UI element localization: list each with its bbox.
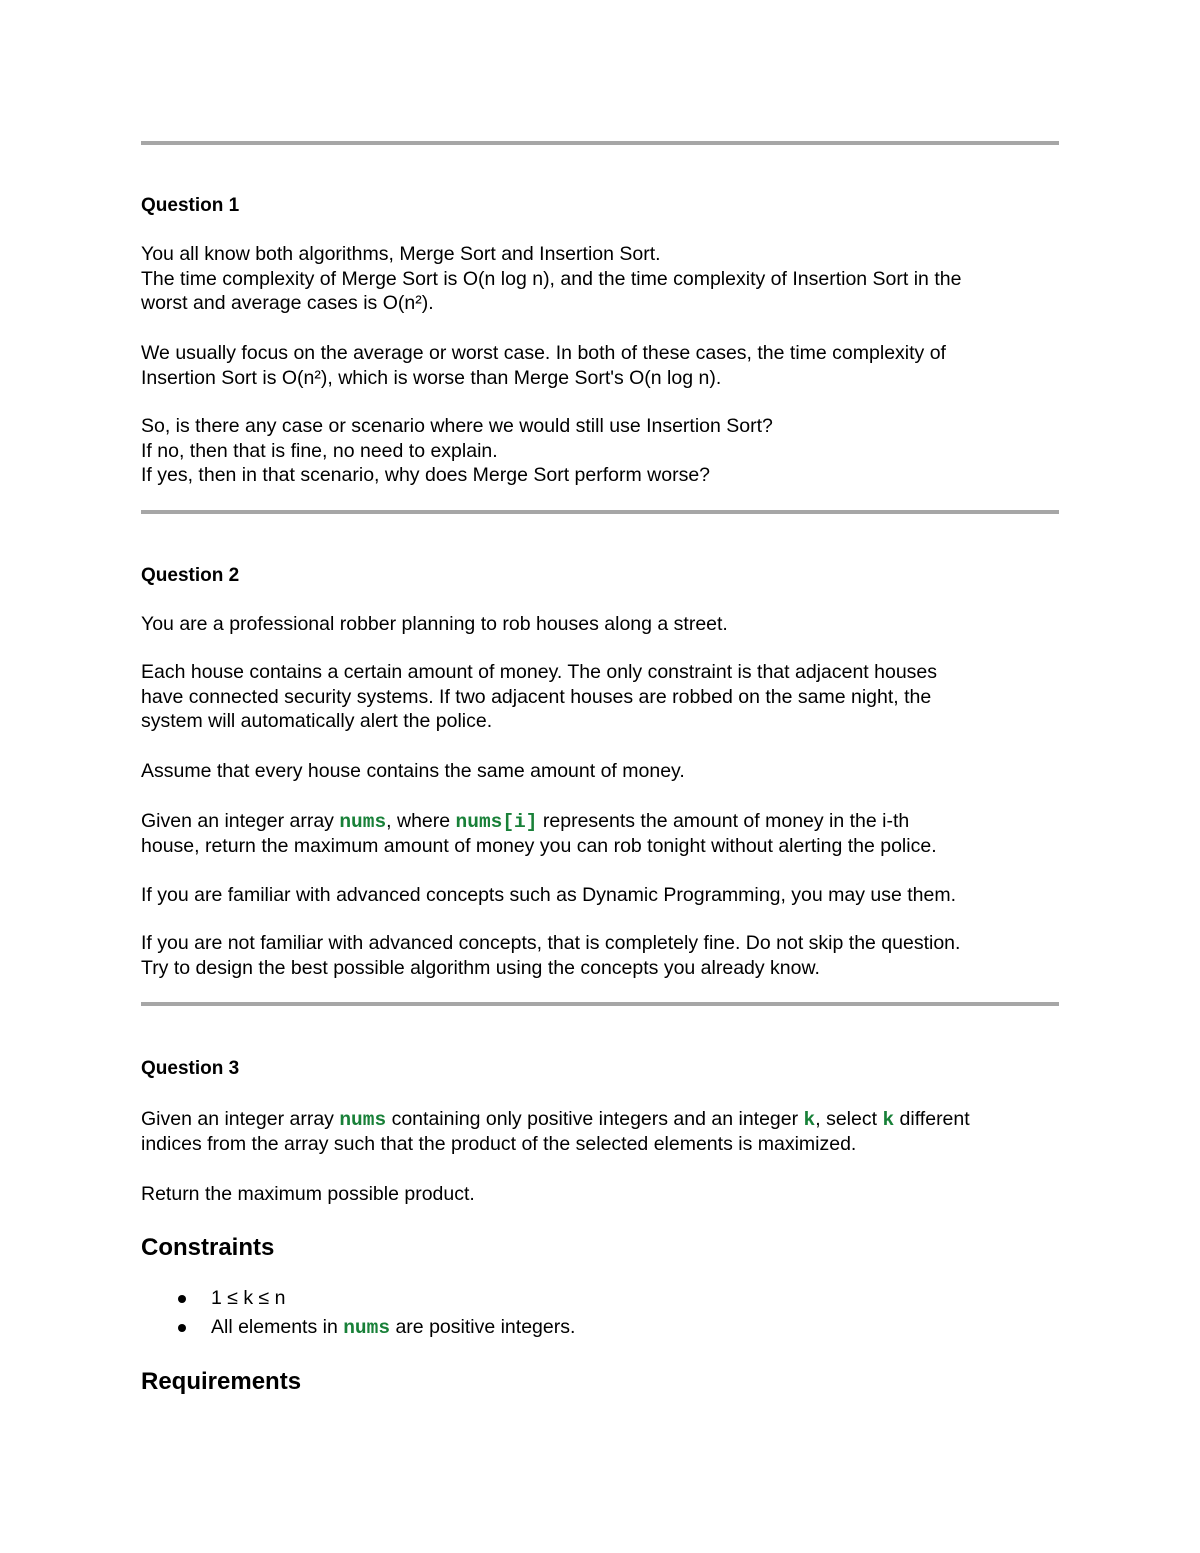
code-k: k <box>882 1109 895 1131</box>
question-2-paragraph-6 <box>141 931 1059 980</box>
question-3-title: Question 3 <box>141 1058 240 1079</box>
text-line: worst and average cases is O(n²). <box>141 292 434 314</box>
text-line: So, is there any case or scenario where we would still use Insertion Sort? <box>141 415 773 437</box>
list-item <box>141 1313 575 1342</box>
bullet-icon <box>178 1295 186 1303</box>
bullet-icon <box>178 1324 186 1332</box>
text-line: If no, then that is fine, no need to explain. <box>141 439 498 462</box>
code-k: k <box>803 1109 816 1131</box>
question-1-paragraph-1 <box>141 242 1059 316</box>
text-run: containing only positive integers and an integer <box>386 1108 804 1130</box>
question-3-paragraph-2 <box>141 1182 1059 1207</box>
horizontal-rule <box>141 1002 1059 1006</box>
question-2-paragraph-2 <box>141 660 1059 734</box>
text-run: Given an integer array <box>141 1108 340 1130</box>
code-nums: nums <box>339 811 387 833</box>
text-line: house, return the maximum amount of money you can rob tonight without alerting the police. <box>141 834 937 857</box>
text-line: We usually focus on the average or worst case. In both of these cases, the time complexity of <box>141 342 946 364</box>
list-item <box>141 1284 575 1313</box>
text-line: Assume that every house contains the same amount of money. <box>141 760 685 782</box>
text-line <box>141 1107 1059 1132</box>
question-2-title: Question 2 <box>141 565 240 586</box>
code-nums: nums <box>343 1317 391 1339</box>
text-run: , select <box>815 1108 883 1130</box>
text-line <box>141 809 1059 834</box>
constraints-heading: Constraints <box>141 1234 275 1261</box>
text-run: , where <box>386 810 456 832</box>
text-line: Each house contains a certain amount of money. The only constraint is that adjacent houses <box>141 661 938 683</box>
list-item-text: 1 ≤ k ≤ n <box>211 1287 286 1309</box>
text-line: Return the maximum possible product. <box>141 1183 475 1205</box>
text-line: You all know both algorithms, Merge Sort and Insertion Sort. <box>141 243 661 265</box>
question-3-paragraph-1 <box>141 1107 1059 1156</box>
question-2-paragraph-3 <box>141 759 1059 784</box>
text-line: If yes, then in that scenario, why does Merge Sort perform worse? <box>141 464 711 486</box>
horizontal-rule <box>141 510 1059 514</box>
constraints-list <box>141 1284 575 1342</box>
horizontal-rule <box>141 141 1059 145</box>
question-2-paragraph-4 <box>141 809 1059 858</box>
question-1-paragraph-3 <box>141 414 1059 488</box>
text-line: If you are not familiar with advanced concepts, that is completely fine. Do not skip the question. <box>141 932 961 954</box>
text-line: indices from the array such that the product of the selected elements is maximized. <box>141 1132 857 1155</box>
text-run: different <box>894 1108 970 1130</box>
question-1-title: Question 1 <box>141 195 240 216</box>
text-line: You are a professional robber planning to rob houses along a street. <box>141 613 728 635</box>
text-line: system will automatically alert the police. <box>141 710 493 732</box>
text-run: Given an integer array <box>141 810 340 832</box>
question-2-paragraph-1 <box>141 612 1059 637</box>
text-line: Insertion Sort is O(n²), which is worse than Merge Sort's O(n log n). <box>141 366 722 389</box>
text-run: All elements in <box>211 1316 344 1338</box>
text-run: represents the amount of money in the i-th <box>537 810 910 832</box>
text-line: Try to design the best possible algorithm using the concepts you already know. <box>141 956 820 979</box>
requirements-heading: Requirements <box>141 1368 302 1395</box>
text-run: are positive integers. <box>390 1316 576 1338</box>
text-line: have connected security systems. If two adjacent houses are robbed on the same night, the <box>141 685 932 708</box>
code-nums-index: nums[i] <box>455 811 538 833</box>
code-nums: nums <box>339 1109 387 1131</box>
text-line: If you are familiar with advanced concepts such as Dynamic Programming, you may use them. <box>141 884 957 906</box>
question-1-paragraph-2 <box>141 341 1059 390</box>
text-line: The time complexity of Merge Sort is O(n log n), and the time complexity of Insertion Sort in the <box>141 267 962 290</box>
question-2-paragraph-5 <box>141 883 1059 908</box>
